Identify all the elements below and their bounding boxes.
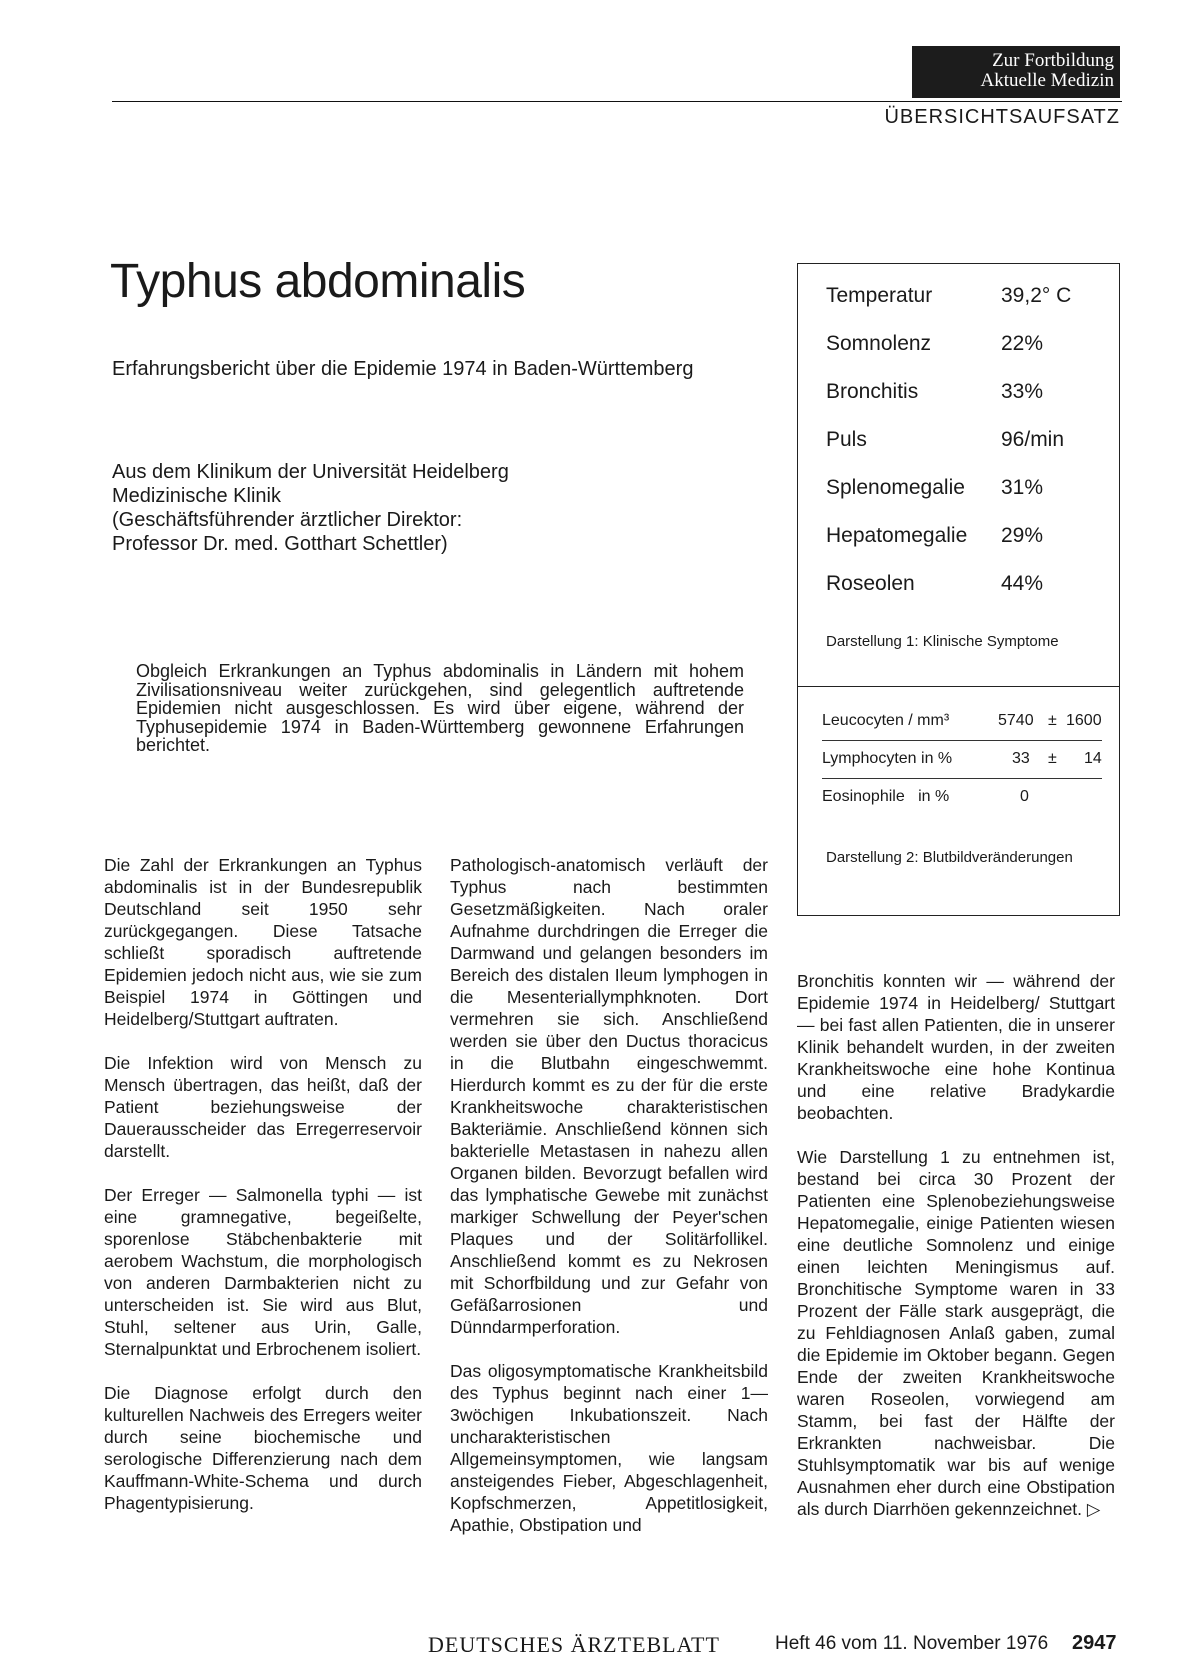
symptom-value: 44% (1001, 572, 1044, 595)
blood-mean: 5740 (998, 712, 1034, 729)
paragraph: Die Infektion wird von Mensch zu Mensch übertragen, das heißt, daß der Patient beziehungsweise der Dauerausscheider das Erregerreservoir darstellt. (104, 1053, 422, 1161)
symptom-value: 39,2° C (1001, 284, 1072, 307)
paragraph: Pathologisch-anatomisch verläuft der Typhus nach bestimmten Gesetzmäßigkeiten. Nach oraler Aufnahme durchdringen die Erreger die Darmwand und gelangen besonders im Bereich des distalen Ileum lymphogen in die Mesenteriallymphknoten. Dort vermehren sie sich. Anschließend werden sie über den Ductus thoracicus in die Blutbahn eingeschwemmt. Hierdurch kommt es zu der für die erste Krankheitswoche charakteristischen Bakteriämie. Anschließend können sich bakterielle Metastasen in nahezu allen Organen bilden. Bevorzugt befallen wird das lymphatische Gewebe mit zunächst markiger Schwellung der Peyer'schen Plaques und der Solitärfollikel. Anschließend kommt es zu Nekrosen mit Schorfbildung und zur Gefahr von Gefäßarrosionen und Dünndarmperforation. (450, 855, 768, 1337)
symptom-name: Somnolenz (826, 332, 932, 355)
table-rule (822, 778, 1102, 779)
badge-line-1: Zur Fortbildung (992, 50, 1114, 71)
symptom-name: Hepatomegalie (826, 524, 968, 547)
blood-sd: 14 (1084, 750, 1102, 767)
symptom-value: 29% (1001, 524, 1044, 547)
blood-mean: 33 (1012, 750, 1030, 767)
figure-box (797, 263, 1120, 916)
symptom-name: Bronchitis (826, 380, 919, 403)
symptom-value: 31% (1001, 476, 1044, 499)
paragraph: Bronchitis konnten wir — während der Epidemie 1974 in Heidelberg/ Stuttgart — bei fast allen Patienten, die in unserer Klinik behandelt wurden, in der zweiten Krankheitswoche eine hohe Kontinua und eine relative Bradykardie beobachten. (797, 971, 1115, 1123)
paragraph: Die Zahl der Erkrankungen an Typhus abdominalis ist in der Bundesrepublik Deutschland seit 1950 sehr zurückgegangen. Diese Tatsache schließt sporadisch auftretende Epidemien jedoch nicht aus, wie sie zum Beispiel 1974 in Göttingen und Heidelberg/Stuttgart auftraten. (104, 855, 422, 1029)
affiliation (112, 460, 509, 556)
text-column-2 (450, 854, 768, 1558)
text-column-1 (104, 854, 422, 1536)
blood-name: Lymphocyten in % (822, 750, 953, 767)
section-badge (912, 46, 1120, 98)
article-title: Typhus abdominalis (110, 255, 526, 308)
symptom-name: Temperatur (826, 284, 933, 307)
figure-caption-2: Darstellung 2: Blutbildveränderungen (826, 849, 1073, 866)
paragraph: Der Erreger — Salmonella typhi — ist eine gramnegative, begeißelte, sporenlose Stäbchenbakterie mit aerobem Wachstum, die morphologisch von anderen Darmbakterien nicht zu unterscheiden ist. Sie wird aus Blut, Stuhl, seltener aus Urin, Galle, Sternalpunktat und Erbrochenem isoliert. (104, 1185, 422, 1359)
paragraph: Das oligosymptomatische Krankheitsbild des Typhus beginnt nach einer 1—3wöchigen Inkubationszeit. Nach uncharakteristischen Allgemeinsymptomen, wie langsam ansteigendes Fieber, Abgeschlagenheit, Kopfschmerzen, Appetitlosigkeit, Apathie, Obstipation und (450, 1361, 768, 1535)
symptom-name: Roseolen (826, 572, 915, 595)
section-label: ÜBERSICHTSAUFSATZ (884, 106, 1120, 128)
blood-mean: 0 (1020, 788, 1029, 805)
symptom-value: 33% (1001, 380, 1044, 403)
figure-divider (798, 686, 1119, 687)
affiliation-line: (Geschäftsführender ärztlicher Direktor: (112, 509, 463, 531)
blood-sd: 1600 (1066, 712, 1102, 729)
affiliation-line: Aus dem Klinikum der Universität Heidelberg (112, 461, 509, 483)
blood-name: Eosinophile in % (822, 788, 950, 805)
header-rule (112, 101, 1122, 102)
symptom-value: 22% (1001, 332, 1044, 355)
blood-name: Leucocyten / mm³ (822, 712, 950, 729)
abstract: Obgleich Erkrankungen an Typhus abdominalis in Ländern mit hohem Zivilisationsniveau weiter zurückgehen, sind gelegentlich auftretende Epidemien nicht ausgeschlossen. Es wird über eigene, während der Typhusepidemie 1974 in Baden-Württemberg gewonnene Erfahrungen berichtet. (136, 661, 744, 755)
text-column-3 (797, 970, 1115, 1542)
blood-pm: ± (1048, 712, 1057, 729)
affiliation-line: Professor Dr. med. Gotthart Schettler) (112, 533, 448, 555)
footer-page-number: 2947 (1072, 1632, 1117, 1654)
paragraph: Die Diagnose erfolgt durch den kulturellen Nachweis des Erregers weiter durch seine biochemische und serologische Differenzierung nach dem Kauffmann-White-Schema und durch Phagentypisierung. (104, 1383, 422, 1513)
affiliation-line: Medizinische Klinik (112, 485, 281, 507)
figure-caption-1: Darstellung 1: Klinische Symptome (826, 633, 1059, 650)
symptom-name: Puls (826, 428, 867, 451)
table-rule (822, 740, 1102, 741)
blood-pm: ± (1048, 750, 1057, 767)
article-subtitle: Erfahrungsbericht über die Epidemie 1974 in Baden-Württemberg (112, 358, 694, 380)
footer-journal: DEUTSCHES ÄRZTEBLATT (428, 1632, 720, 1657)
footer-issue: Heft 46 vom 11. November 1976 (775, 1633, 1049, 1654)
badge-line-2: Aktuelle Medizin (980, 70, 1114, 91)
paragraph: Wie Darstellung 1 zu entnehmen ist, bestand bei circa 30 Prozent der Patienten eine Splenobeziehungsweise Hepatomegalie, einige Patienten wiesen eine deutliche Somnolenz und einige einen leichten Meningismus auf. Bronchitische Symptome waren in 33 Prozent der Fälle stark ausgeprägt, die zu Fehldiagnosen Anlaß gaben, zumal die Epidemie im Oktober begann. Gegen Ende der zweiten Krankheitswoche waren Roseolen, vorwiegend am Stamm, bei fast der Hälfte der Erkrankten nachweisbar. Die Stuhlsymptomatik war bis auf wenige Ausnahmen eher durch eine Obstipation als durch Diarrhöen gekennzeichnet. ▷ (797, 1147, 1115, 1519)
symptom-value: 96/min (1001, 428, 1065, 451)
symptom-name: Splenomegalie (826, 476, 965, 499)
